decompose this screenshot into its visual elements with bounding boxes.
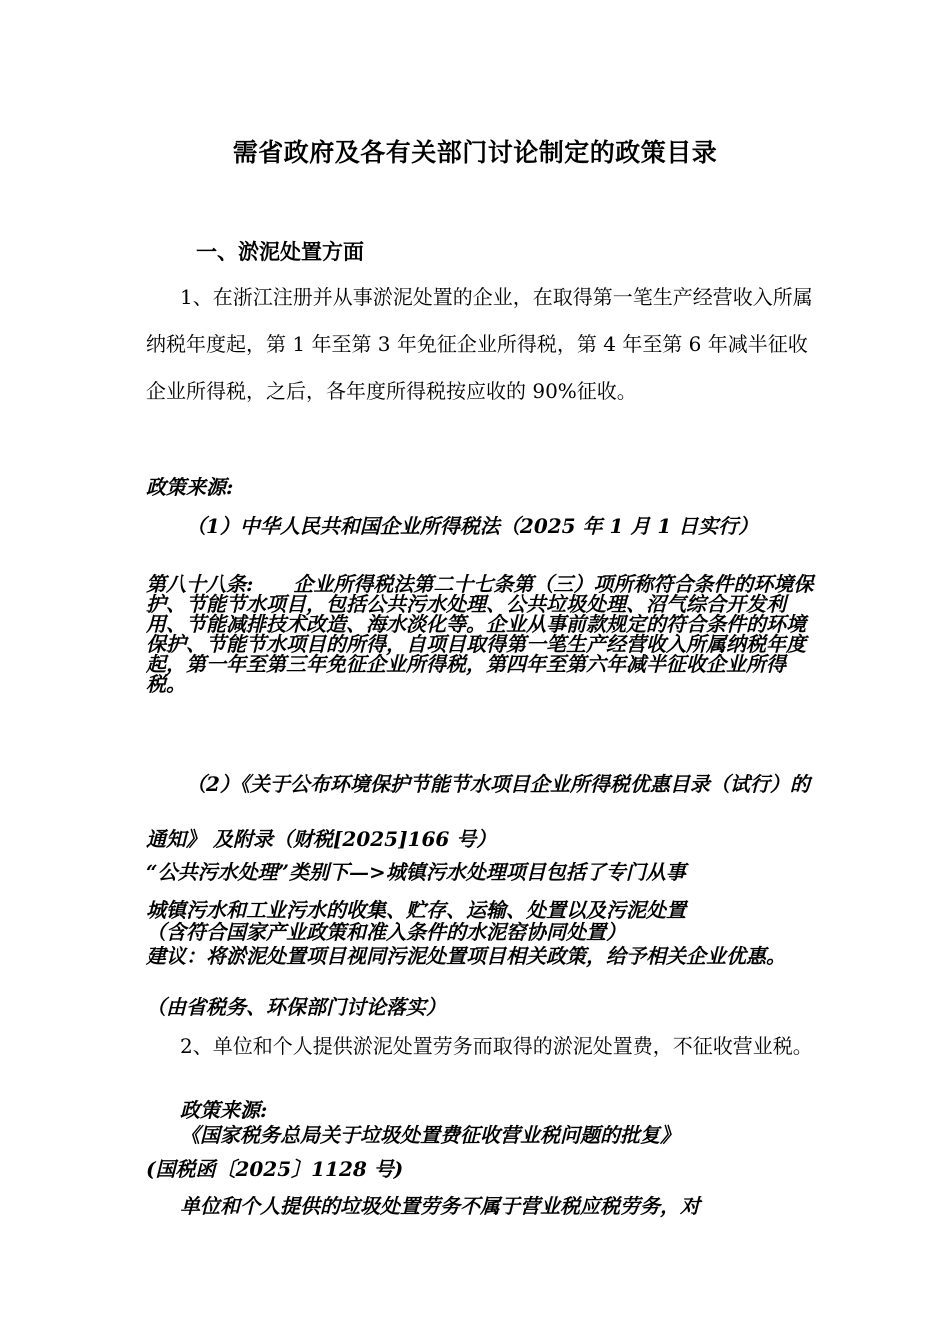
item-1-paragraph: 1、在浙江注册并从事淤泥处置的企业，在取得第一笔生产经营收入所属纳税年度起，第 1 年至第 3 年免征企业所得税，第 4 年至第 6 年减半征收企业所得税，之后，各年度所得税按应收的 90%征收。 [146,285,813,403]
section-heading-sludge-disposal: 一、淤泥处置方面 [196,239,364,264]
source-3-title: 《国家税务总局关于垃圾处置费征收营业税问题的批复》 [180,1123,680,1147]
source-2-quote-line-1: “公共污水处理”类别下—>城镇污水处理项目包括了专门从事 [146,860,686,884]
implementation-note: （由省税务、环保部门讨论落实） [146,995,446,1019]
suggestion-text: 建议：将淤泥处置项目视同污泥处置项目相关政策，给予相关企业优惠。 [146,944,786,968]
policy-source-label-1: 政策来源: [146,475,234,499]
source-3-number: (国税函〔2025〕1128 号) [146,1157,404,1181]
source-2-quote-line-2: 城镇污水和工业污水的收集、贮存、运输、处置以及污泥处置 [146,898,686,922]
source-1-article: 第八十八条: 企业所得税法第二十七条第（三）项所称符合条件的环境保护、节能节水项目，包括公共污水处理、公共垃圾处理、沼气综合开发利用、节能减排技术改造、海水淡化等。企业从事前款规定的符合条件的环境保护、节能节水项目的所得，自项目取得第一笔生产经营收入所属纳税年度起，第一年至第三年免征企业所得税，第四年至第六年减半征收企业所得税。 [146,572,814,696]
source-3-body: 单位和个人提供的垃圾处置劳务不属于营业税应税劳务，对 [180,1194,700,1218]
policy-source-label-2: 政策来源: [180,1098,268,1122]
source-2-quote-rest: （含符合国家产业政策和准入条件的水泥窑协同处置） [146,920,626,944]
source-2-title: （2）《关于公布环境保护节能节水项目企业所得税优惠目录（试行）的通知》 及附录（财税[2025]166 号） [146,772,810,851]
document-title: 需省政府及各有关部门讨论制定的政策目录 [232,138,718,167]
item-2-paragraph: 2、单位和个人提供淤泥处置劳务而取得的淤泥处置费，不征收营业税。 [180,1034,813,1058]
source-1-title: （1）中华人民共和国企业所得税法（2025 年 1 月 1 日实行） [186,514,759,538]
